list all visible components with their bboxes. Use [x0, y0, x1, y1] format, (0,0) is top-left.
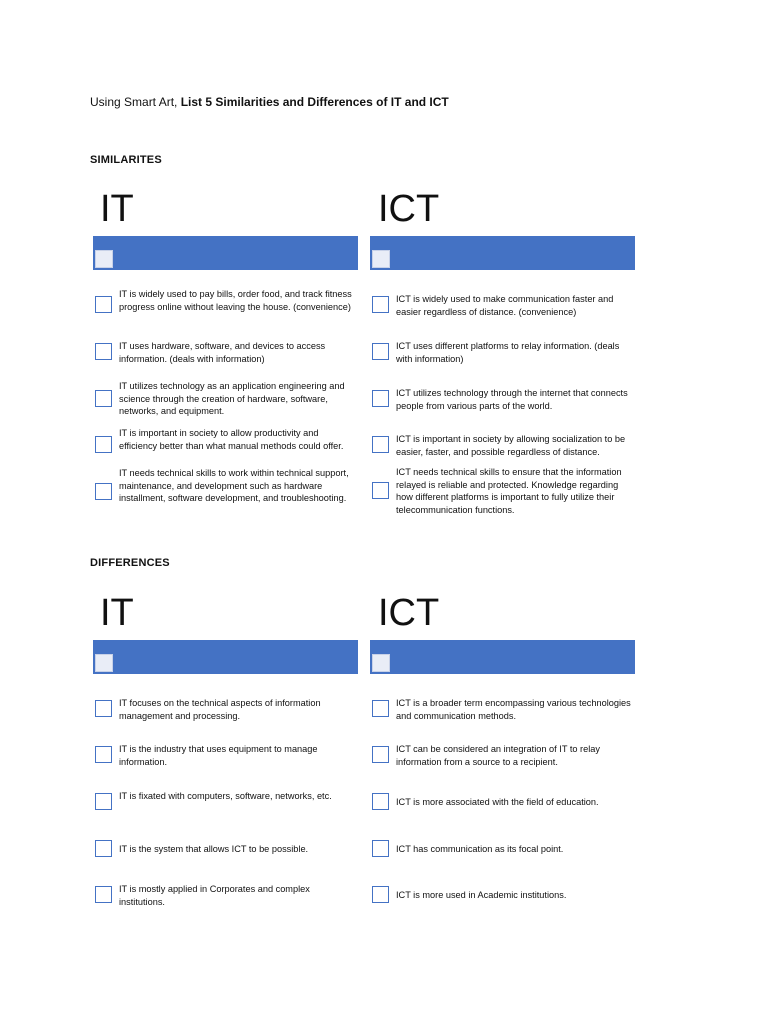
checkbox-icon[interactable]: [372, 343, 389, 360]
page-title: [90, 95, 449, 109]
checkbox-icon[interactable]: [95, 840, 112, 857]
differences-it-label: IT: [100, 592, 134, 634]
checkbox-icon: [95, 654, 113, 672]
similarities-heading: SIMILARITES: [90, 154, 162, 166]
checkbox-icon[interactable]: [372, 296, 389, 313]
checkbox-icon[interactable]: [372, 700, 389, 717]
checkbox-icon[interactable]: [95, 296, 112, 313]
checkbox-icon[interactable]: [95, 390, 112, 407]
checkbox-icon[interactable]: [95, 436, 112, 453]
checkbox-icon: [95, 250, 113, 268]
similarities-ict-label: ICT: [378, 188, 440, 230]
checkbox-icon[interactable]: [95, 793, 112, 810]
differences-ict-label: ICT: [378, 592, 440, 634]
similarities-it-header-bar: [93, 236, 358, 270]
checkbox-icon[interactable]: [372, 436, 389, 453]
differences-heading: DIFFERENCES: [90, 557, 170, 569]
checkbox-icon[interactable]: [372, 482, 389, 499]
title-prefix: Using Smart Art,: [90, 95, 181, 109]
similarities-it-label: IT: [100, 188, 134, 230]
checkbox-icon[interactable]: [95, 700, 112, 717]
title-bold: List 5 Similarities and Differences of IT and ICT: [180, 95, 449, 109]
checkbox-icon[interactable]: [372, 886, 389, 903]
checkbox-icon[interactable]: [95, 886, 112, 903]
checkbox-icon[interactable]: [372, 746, 389, 763]
checkbox-icon[interactable]: [95, 746, 112, 763]
similarities-ict-header-bar: [370, 236, 635, 270]
checkbox-icon: [372, 250, 390, 268]
checkbox-icon[interactable]: [95, 483, 112, 500]
differences-it-header-bar: [93, 640, 358, 674]
checkbox-icon: [372, 654, 390, 672]
checkbox-icon[interactable]: [372, 793, 389, 810]
checkbox-icon[interactable]: [372, 390, 389, 407]
checkbox-icon[interactable]: [95, 343, 112, 360]
differences-ict-header-bar: [370, 640, 635, 674]
checkbox-icon[interactable]: [372, 840, 389, 857]
